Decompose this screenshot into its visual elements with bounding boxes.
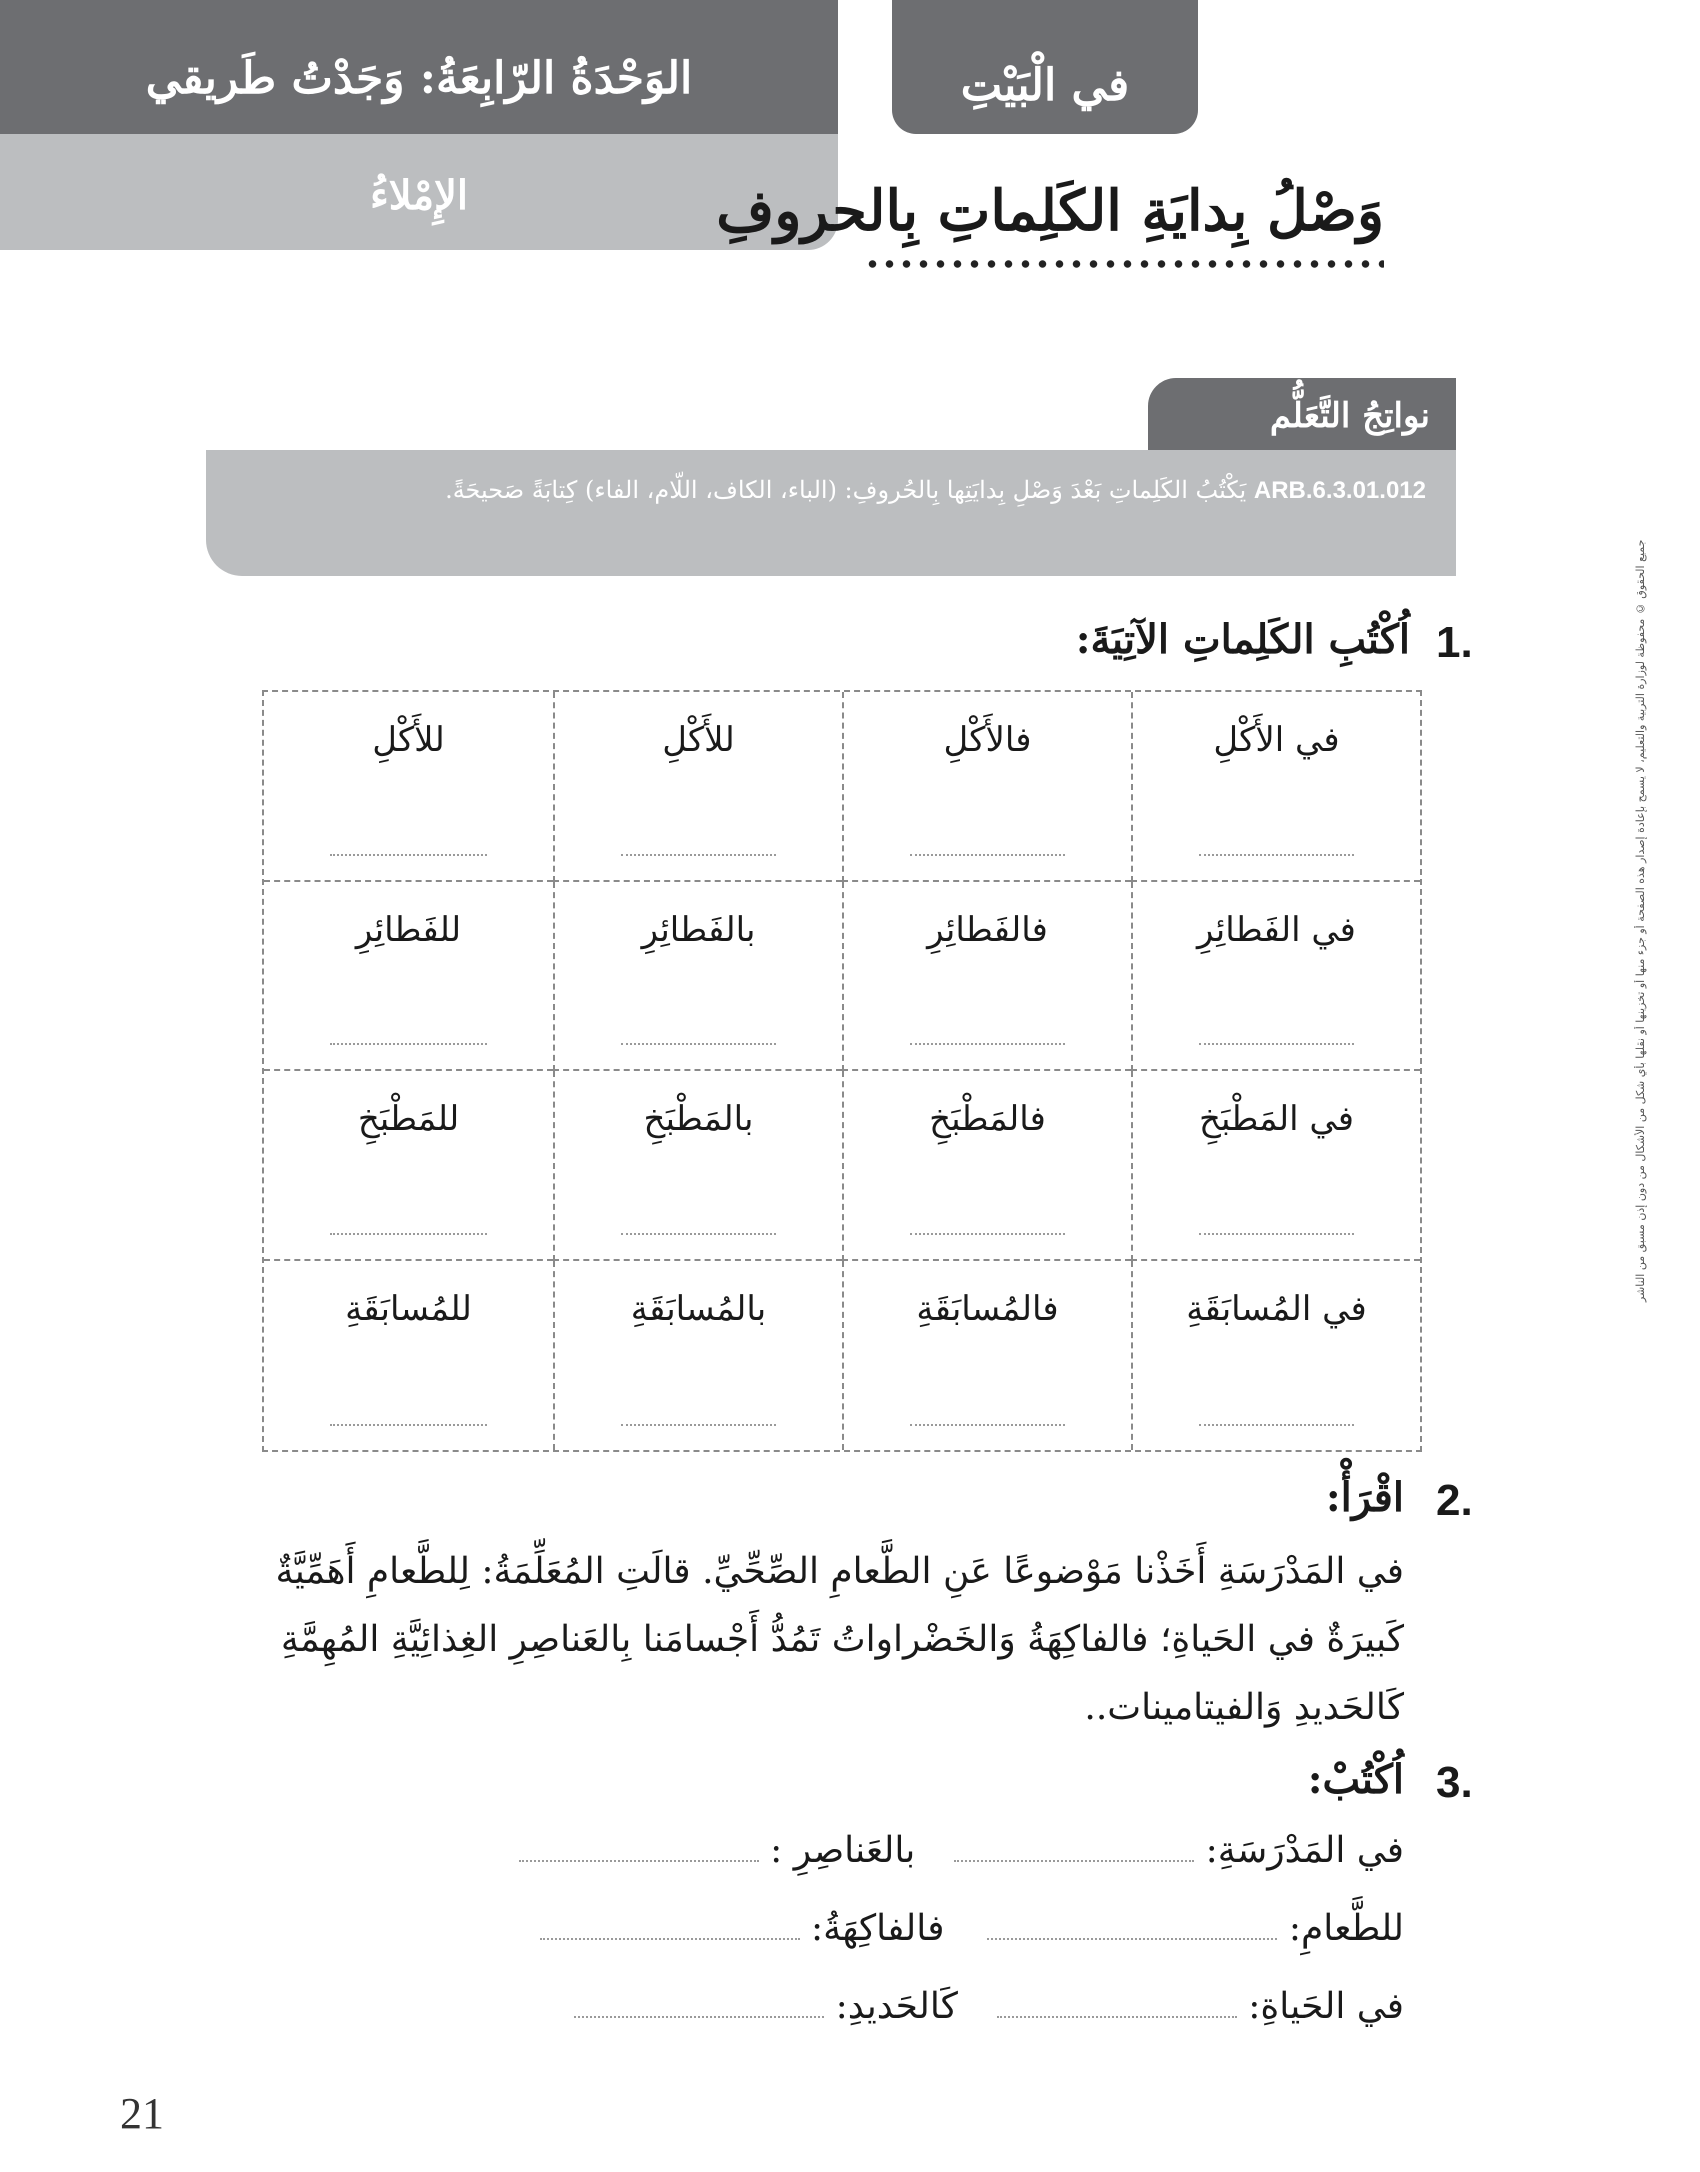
- grid-word: بالمَطْبَخِ: [643, 1099, 754, 1139]
- grid-cell: [264, 692, 553, 882]
- grid-cell: [842, 882, 1131, 1072]
- home-tab: [892, 0, 1198, 134]
- writing-line[interactable]: [910, 1424, 1065, 1426]
- grid-cell: [264, 1261, 553, 1451]
- word-grid: [262, 690, 1422, 1452]
- outcome-description: يَكْتُبُ الكَلِماتِ بَعْدَ وَصْلِ بِدايَتِها بِالحُروفِ: (الباء، الكاف، اللّام، الفاء) كِتابَةً صَحيحَةً.: [445, 476, 1247, 504]
- grid-word: في الفَطائِرِ: [1197, 909, 1356, 950]
- copyright-note: جميع الحقوق © محفوظة لوزارة التربية والتعليم، لا يسمح بإعادة إصدار هذه الصفحة أو جزء منها أو تخزينها أو نقلها بأي شكل من الأشكال من دون إذن مسبق من الناشر: [1634, 540, 1647, 1303]
- home-label: في الْبَيْتِ: [960, 60, 1130, 111]
- grid-word: بالمُسابَقَةِ: [630, 1288, 767, 1329]
- grid-cell: [1131, 1071, 1420, 1261]
- grid-word: للفَطائِرِ: [355, 909, 462, 950]
- grid-cell: [553, 692, 842, 882]
- write-prompt: للطَّعامِ:: [1288, 1908, 1404, 1949]
- grid-cell: [1131, 692, 1420, 882]
- outcome-code: ARB.6.3.01.012: [1253, 477, 1426, 504]
- grid-cell: [264, 882, 553, 1072]
- write-prompt: في الحَياةِ:: [1248, 1986, 1404, 2027]
- write-row: [519, 1830, 1404, 1871]
- grid-cell: [553, 1261, 842, 1451]
- grid-cell: [553, 882, 842, 1072]
- writing-line[interactable]: [910, 1233, 1065, 1235]
- writing-line[interactable]: [574, 2012, 824, 2018]
- writing-line[interactable]: [1199, 1424, 1354, 1426]
- outcomes-tab: [1148, 378, 1456, 450]
- title-dotted-underline: [864, 258, 1384, 270]
- writing-line[interactable]: [1199, 1043, 1354, 1045]
- write-prompt: كَالحَديدِ:: [835, 1986, 958, 2027]
- grid-cell: [842, 692, 1131, 882]
- page-number: 21: [120, 2089, 164, 2138]
- writing-line[interactable]: [621, 1233, 776, 1235]
- write-row: [540, 1908, 1404, 1949]
- unit-title: الوَحْدَةُ الرّابِعَةُ: وَجَدْتُ طَريقي: [145, 53, 693, 104]
- write-row: [574, 1986, 1404, 2027]
- question-2-title: اقْرَأْ:: [1325, 1474, 1404, 1521]
- writing-line[interactable]: [330, 1233, 487, 1235]
- grid-word: فالفَطائِرِ: [927, 909, 1048, 950]
- subject-title: الإِمْلاءُ: [369, 172, 469, 219]
- grid-word: بالفَطائِرِ: [641, 909, 756, 950]
- grid-word: فالمُسابَقَةِ: [916, 1288, 1059, 1329]
- grid-word: في المُسابَقَةِ: [1186, 1288, 1367, 1329]
- writing-line[interactable]: [330, 854, 487, 856]
- write-prompt: في المَدْرَسَةِ:: [1205, 1830, 1404, 1871]
- writing-line[interactable]: [621, 854, 776, 856]
- grid-word: للمَطْبَخِ: [357, 1099, 460, 1139]
- grid-word: في المَطْبَخِ: [1199, 1099, 1354, 1139]
- writing-line[interactable]: [621, 1424, 776, 1426]
- writing-line[interactable]: [621, 1043, 776, 1045]
- question-3-number: 3.: [1436, 1758, 1473, 1807]
- grid-word: للمُسابَقَةِ: [345, 1288, 472, 1329]
- writing-line[interactable]: [910, 854, 1065, 856]
- grid-cell: [1131, 1261, 1420, 1451]
- writing-line[interactable]: [987, 1934, 1277, 1940]
- writing-line[interactable]: [330, 1424, 487, 1426]
- question-1-title: اُكْتُبِ الكَلِماتِ الآتِيَةَ:: [1075, 616, 1410, 663]
- reading-paragraph: في المَدْرَسَةِ أَخَذْنا مَوْضوعًا عَنِ الطَّعامِ الصِّحِّيِّ. قالَتِ المُعَلِّمَةُ: لِلطَّعامِ أَهَمِّيَّةٌ كَبيرَةٌ في الحَياةِ؛ فالفاكِهَةُ وَالخَضْراواتُ تَمُدُّ أَجْسامَنا بِالعَناصِرِ الغِذائِيَّةِ المُهِمَّةِ كَالحَديدِ وَالفيتامينات..: [275, 1551, 1404, 1728]
- grid-cell: [1131, 882, 1420, 1072]
- unit-banner: [0, 0, 838, 135]
- write-prompt: بالعَناصِرِ :: [770, 1830, 916, 1871]
- subject-banner: [0, 134, 838, 250]
- grid-word: فالمَطْبَخِ: [929, 1099, 1046, 1139]
- question-3-title: اُكْتُبْ:: [1307, 1756, 1404, 1803]
- outcomes-box: [206, 450, 1456, 576]
- writing-line[interactable]: [954, 1856, 1194, 1862]
- grid-word: للأَكْلِ: [662, 720, 735, 760]
- grid-cell: [553, 1071, 842, 1261]
- grid-word: في الأَكْلِ: [1213, 720, 1340, 760]
- outcomes-text: [445, 476, 1426, 505]
- writing-line[interactable]: [1199, 1233, 1354, 1235]
- write-prompt: فالفاكِهَةُ:: [810, 1908, 945, 1949]
- grid-word: فالأَكْلِ: [943, 720, 1032, 760]
- grid-word: للأَكْلِ: [372, 720, 445, 760]
- writing-line[interactable]: [540, 1934, 800, 1940]
- question-2-number: 2.: [1436, 1476, 1473, 1525]
- grid-cell: [264, 1071, 553, 1261]
- writing-line[interactable]: [519, 1856, 759, 1862]
- writing-line[interactable]: [910, 1043, 1065, 1045]
- grid-cell: [842, 1071, 1131, 1261]
- lesson-title: وَصْلُ بِدايَةِ الكَلِماتِ بِالحروفِ: [716, 178, 1384, 244]
- question-1-number: 1.: [1436, 618, 1473, 667]
- grid-cell: [842, 1261, 1131, 1451]
- outcomes-title: نواتِجُ التَّعَلُّم: [1269, 396, 1430, 436]
- writing-line[interactable]: [1199, 854, 1354, 856]
- writing-line[interactable]: [997, 2012, 1237, 2018]
- writing-line[interactable]: [330, 1043, 487, 1045]
